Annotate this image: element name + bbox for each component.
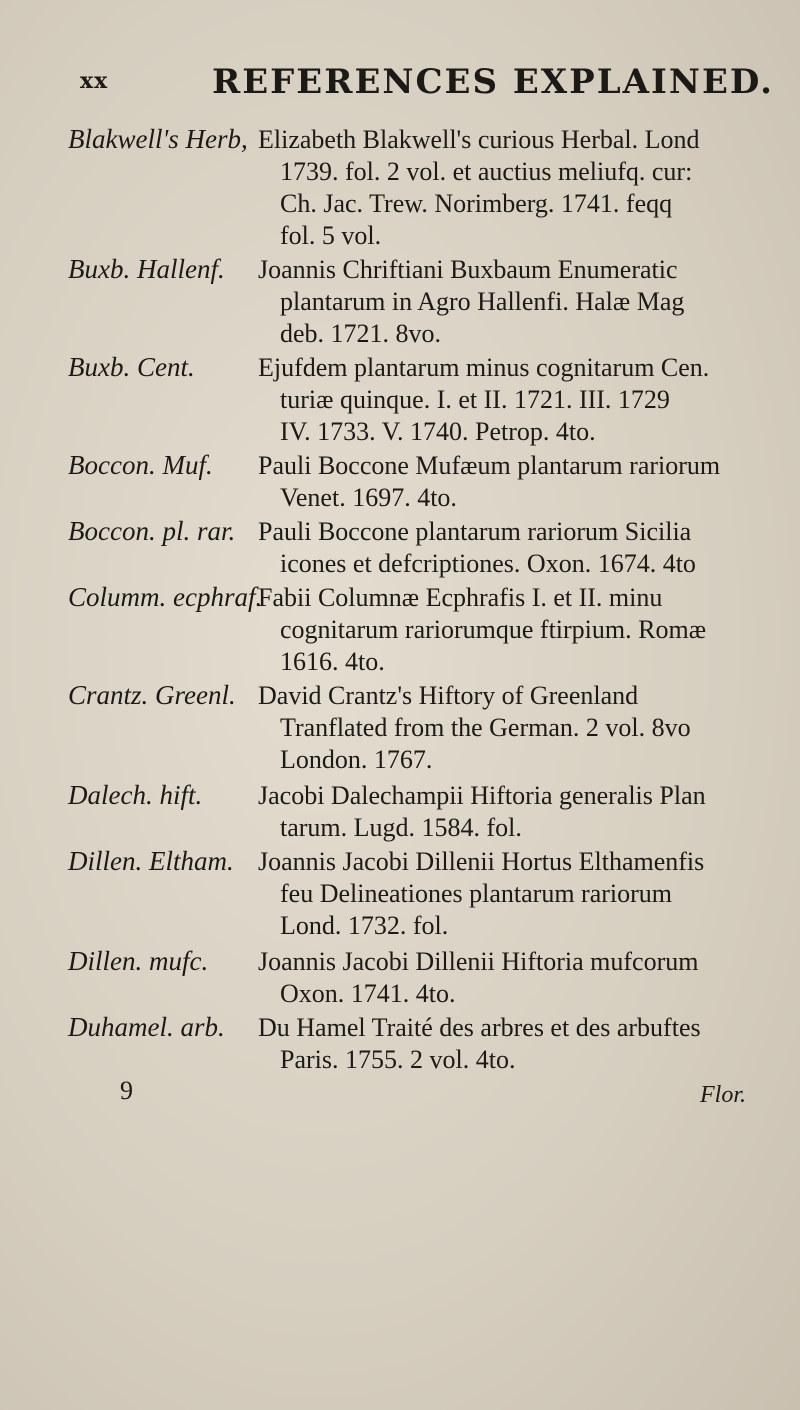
reference-line: London. 1767. <box>280 745 433 774</box>
reference-text <box>258 946 800 1010</box>
reference-text <box>258 680 800 776</box>
reference-line: deb. 1721. 8vo. <box>280 319 442 348</box>
reference-line: Du Hamel Traité des arbres et des arbuftes <box>258 1013 701 1042</box>
reference-line: fol. 5 vol. <box>280 221 382 250</box>
reference-text <box>258 254 800 350</box>
reference-line: IV. 1733. V. 1740. Petrop. 4to. <box>280 417 596 446</box>
reference-text <box>258 352 800 448</box>
reference-line: Joannis Chriftiani Buxbaum Enumeratic <box>258 255 678 284</box>
page-header <box>0 62 800 112</box>
reference-line: icones et defcriptiones. Oxon. 1674. 4to <box>280 549 696 578</box>
reference-line: Paris. 1755. 2 vol. 4to. <box>280 1045 516 1074</box>
reference-line: turiæ quinque. I. et II. 1721. III. 1729 <box>280 385 670 414</box>
reference-text <box>258 846 800 942</box>
signature-mark: 9 <box>120 1076 133 1105</box>
reference-abbreviation: Duhamel. arb. <box>68 1012 225 1042</box>
reference-text <box>258 516 800 580</box>
reference-line: David Crantz's Hiftory of Greenland <box>258 681 639 710</box>
reference-line: Ejufdem plantarum minus cognitarum Cen. <box>258 353 710 382</box>
reference-line: plantarum in Agro Hallenfi. Halæ Mag <box>280 287 685 316</box>
reference-line: Fabii Columnæ Ecphrafis I. et II. minu <box>258 583 663 612</box>
reference-abbreviation: Columm. ecphraf. <box>68 582 263 612</box>
reference-line: Jacobi Dalechampii Hiftoria generalis Plan <box>258 781 706 810</box>
reference-abbreviation: Crantz. Greenl. <box>68 680 236 710</box>
reference-line: Joannis Jacobi Dillenii Hortus Elthamenfis <box>258 847 705 876</box>
reference-line: tarum. Lugd. 1584. fol. <box>280 813 522 842</box>
reference-abbreviation: Dillen. Eltham. <box>68 846 234 876</box>
reference-line: 1616. 4to. <box>280 647 385 676</box>
reference-line: Tranflated from the German. 2 vol. 8vo <box>280 713 691 742</box>
reference-line: Joannis Jacobi Dillenii Hiftoria mufcorum <box>258 947 699 976</box>
reference-abbreviation: Boccon. Muf. <box>68 450 213 480</box>
reference-line: Oxon. 1741. 4to. <box>280 979 456 1008</box>
reference-abbreviation: Dillen. mufc. <box>68 946 209 976</box>
reference-abbreviation: Boccon. pl. rar. <box>68 516 236 546</box>
reference-text <box>258 124 800 252</box>
reference-abbreviation: Buxb. Cent. <box>68 352 195 382</box>
reference-abbreviation: Dalech. hift. <box>68 780 203 810</box>
reference-line: Pauli Boccone Mufæum plantarum rariorum <box>258 451 721 480</box>
reference-line: cognitarum rariorumque ftirpium. Romæ <box>280 615 707 644</box>
reference-line: Ch. Jac. Trew. Norimberg. 1741. feqq <box>280 189 673 218</box>
catchword: Flor. <box>700 1082 747 1108</box>
reference-text <box>258 780 800 844</box>
reference-line: feu Delineationes plantarum rariorum <box>280 879 673 908</box>
reference-text <box>258 582 800 678</box>
reference-abbreviation: Blakwell's Herb, <box>68 124 248 154</box>
page-number: xx <box>80 68 109 94</box>
reference-text <box>258 450 800 514</box>
reference-line: 1739. fol. 2 vol. et auctius meliufq. cur: <box>280 157 693 186</box>
reference-line: Venet. 1697. 4to. <box>280 483 457 512</box>
reference-text <box>258 1012 800 1076</box>
reference-abbreviation: Buxb. Hallenf. <box>68 254 225 284</box>
reference-line: Elizabeth Blakwell's curious Herbal. Lond <box>258 125 700 154</box>
running-head: REFERENCES EXPLAINED. <box>212 62 774 102</box>
reference-line: Lond. 1732. fol. <box>280 911 449 940</box>
reference-line: Pauli Boccone plantarum rariorum Sicilia <box>258 517 692 546</box>
